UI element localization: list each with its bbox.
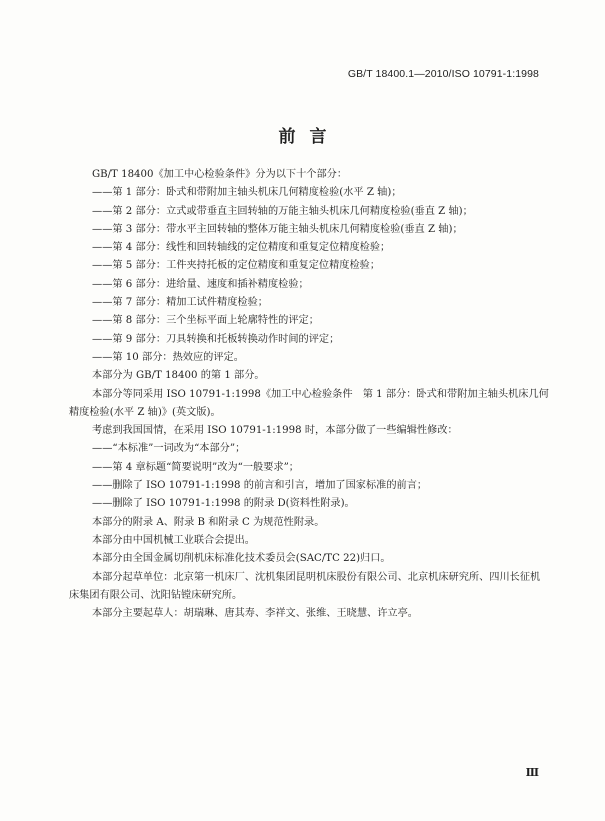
list-item: ——删除了 ISO 10791-1:1998 的附录 D(资料性附录)。 (92, 498, 355, 510)
list-item: ——第 7 部分：精加工试件精度检验； (92, 297, 268, 309)
list-item: ——第 4 部分：线性和回转轴线的定位精度和重复定位精度检验； (92, 242, 391, 254)
intro-paragraph: GB/T 18400《加工中心检验条件》分为以下十个部分： (92, 169, 348, 180)
centralized-paragraph: 本部分由全国金属切削机床标准化技术委员会(SAC/TC 22)归口。 (92, 553, 391, 565)
list-item: ——第 8 部分：三个坐标平面上轮廓特性的评定； (92, 315, 319, 327)
drafting-line-1: 本部分起草单位：北京第一机床厂、沈机集团昆明机床股份有限公司、北京机床研究所、四川长征机 (92, 571, 541, 583)
drafting-line-2: 床集团有限公司、沈阳钻镗床研究所。 (69, 589, 243, 601)
list-item: ——第 4 章标题“简要说明”改为“一般要求”； (92, 461, 299, 473)
adoption-line-1: 本部分等同采用 ISO 10791-1:1998《加工中心检验条件 第 1 部分：卧式和带附加主轴头机床几何 (92, 388, 549, 400)
page-title: 前言 (278, 127, 341, 147)
adoption-line-2: 精度检验(水平 Z 轴)》(英文版)。 (69, 406, 221, 418)
part-statement: 本部分为 GB/T 18400 的第 1 部分。 (92, 370, 265, 382)
list-item: ——第 1 部分：卧式和带附加主轴头机床几何精度检验(水平 Z 轴)； (92, 187, 402, 199)
proposed-paragraph: 本部分由中国机械工业联合会提出。 (92, 534, 255, 546)
drafters-paragraph: 本部分主要起草人：胡瑞琳、唐其寿、李祥文、张维、王晓慧、许立亭。 (92, 608, 418, 620)
list-item: ——“本标准”一词改为“本部分”； (92, 443, 246, 455)
changes-paragraph: 考虑到我国国情，在采用 ISO 10791-1:1998 时，本部分做了一些编辑性修改： (92, 425, 458, 437)
standard-code-header: GB/T 18400.1—2010/ISO 10791-1:1998 (347, 68, 539, 80)
list-item: ——第 3 部分：带水平主回转轴的整体万能主轴头机床几何精度检验(垂直 Z 轴)； (92, 223, 463, 235)
annex-paragraph: 本部分的附录 A、附录 B 和附录 C 为规范性附录。 (92, 516, 325, 528)
list-item: ——删除了 ISO 10791-1:1998 的前言和引言，增加了国家标准的前言； (92, 480, 428, 492)
drafting-units-paragraph (69, 569, 544, 606)
changes-list (92, 440, 544, 513)
page-number: Ⅲ (525, 766, 539, 779)
list-item: ——第 10 部分：热效应的评定。 (92, 351, 244, 363)
document-body (69, 166, 549, 623)
list-item: ——第 5 部分：工件夹持托板的定位精度和重复定位精度检验； (92, 260, 381, 272)
adoption-paragraph (69, 386, 549, 423)
list-item: ——第 6 部分：进给量、速度和插补精度检验； (92, 278, 309, 290)
parts-list (92, 184, 544, 367)
list-item: ——第 2 部分：立式或带垂直主回转轴的万能主轴头机床几何精度检验(垂直 Z 轴)； (92, 205, 473, 217)
list-item: ——第 9 部分：刀具转换和托板转换动作时间的评定； (92, 333, 340, 345)
